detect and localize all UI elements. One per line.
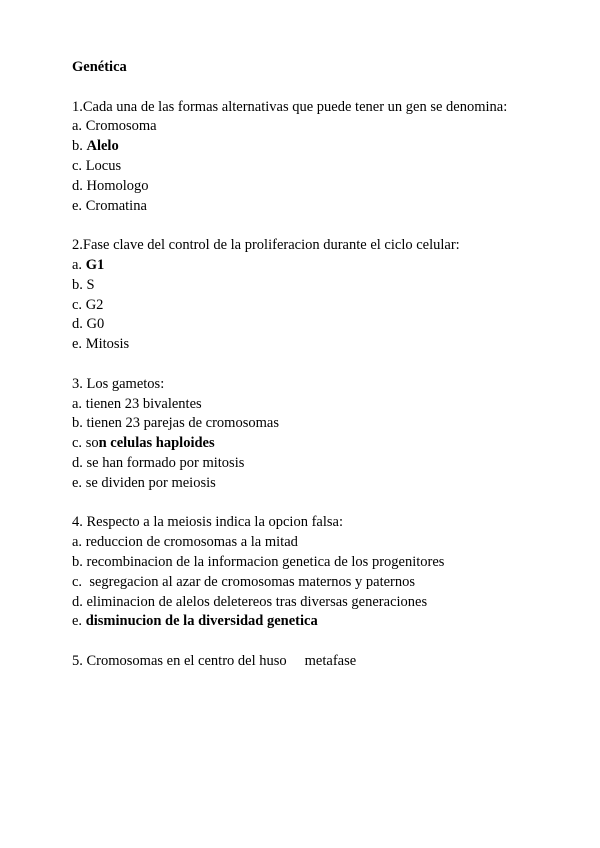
option-a xyxy=(72,256,552,276)
option-text: G2 xyxy=(85,296,104,313)
option-prefix: d. xyxy=(72,177,87,194)
option-prefix: b. xyxy=(72,276,87,293)
option-text: Cromatina xyxy=(85,197,147,214)
option-prefix: c. xyxy=(72,435,86,452)
option-answer: G1 xyxy=(85,256,105,273)
option-prefix: a. xyxy=(72,534,86,551)
option-c xyxy=(72,296,552,316)
question-1 xyxy=(72,98,552,217)
question-text: 3. Los gametos: xyxy=(72,375,165,392)
question-text: 1.Cada una de las formas alternativas que puede tener un gen se denomina: xyxy=(72,98,508,115)
option-d xyxy=(72,315,552,335)
question-3 xyxy=(72,375,552,494)
option-text: S xyxy=(86,276,95,293)
option-text: se dividen por meiosis xyxy=(85,474,216,491)
option-answer: n celulas haploides xyxy=(98,435,215,452)
option-d xyxy=(72,177,552,197)
option-prefix: b. xyxy=(72,138,87,155)
option-prefix: c. xyxy=(72,157,86,174)
option-text: tienen 23 bivalentes xyxy=(85,395,202,412)
option-c xyxy=(72,157,552,177)
option-prefix: b. xyxy=(72,553,87,570)
option-prefix: b. xyxy=(72,415,87,432)
option-text: Locus xyxy=(85,157,122,174)
option-a xyxy=(72,533,552,553)
question-answer: metafase xyxy=(304,652,357,669)
option-text: recombinacion de la informacion genetica de los progenitores xyxy=(86,553,445,570)
document-page xyxy=(72,58,552,692)
option-text: Cromosoma xyxy=(85,118,157,135)
question-5 xyxy=(72,652,552,672)
question-text: 4. Respecto a la meiosis indica la opcion falsa: xyxy=(72,514,343,531)
question-text: 5. Cromosomas en el centro del huso xyxy=(72,652,287,669)
option-b xyxy=(72,553,552,573)
document-title: Genética xyxy=(72,59,127,75)
option-answer: disminucion de la diversidad genetica xyxy=(85,613,318,630)
option-text: se han formado por mitosis xyxy=(86,454,245,471)
option-text: reduccion de cromosomas a la mitad xyxy=(85,534,298,551)
option-prefix: c. xyxy=(72,573,90,590)
option-b xyxy=(72,276,552,296)
option-prefix: d. xyxy=(72,593,87,610)
option-text: segregacion al azar de cromosomas maternos y paternos xyxy=(89,573,416,590)
option-text: Homologo xyxy=(86,177,149,194)
option-text: Mitosis xyxy=(85,336,130,353)
option-b xyxy=(72,414,552,434)
option-e xyxy=(72,335,552,355)
option-text: tienen 23 parejas de cromosomas xyxy=(86,415,279,432)
option-b xyxy=(72,137,552,157)
option-prefix: a. xyxy=(72,118,86,135)
option-c xyxy=(72,573,552,593)
question-4 xyxy=(72,513,552,632)
option-answer: Alelo xyxy=(86,138,119,155)
option-text: G0 xyxy=(86,316,105,333)
option-prefix: e. xyxy=(72,613,86,630)
option-c xyxy=(72,434,552,454)
option-prefix: e. xyxy=(72,336,86,353)
option-a xyxy=(72,117,552,137)
option-prefix: d. xyxy=(72,454,87,471)
option-text: so xyxy=(85,435,99,452)
option-e xyxy=(72,197,552,217)
option-text: eliminacion de alelos deletereos tras diversas generaciones xyxy=(86,593,428,610)
option-prefix: e. xyxy=(72,474,86,491)
option-d xyxy=(72,454,552,474)
option-prefix: a. xyxy=(72,256,86,273)
option-d xyxy=(72,593,552,613)
option-prefix: d. xyxy=(72,316,87,333)
question-2 xyxy=(72,236,552,355)
question-text: 2.Fase clave del control de la proliferacion durante el ciclo celular: xyxy=(72,237,460,254)
option-e xyxy=(72,474,552,494)
option-a xyxy=(72,395,552,415)
option-prefix: e. xyxy=(72,197,86,214)
option-e xyxy=(72,612,552,632)
option-prefix: a. xyxy=(72,395,86,412)
option-prefix: c. xyxy=(72,296,86,313)
